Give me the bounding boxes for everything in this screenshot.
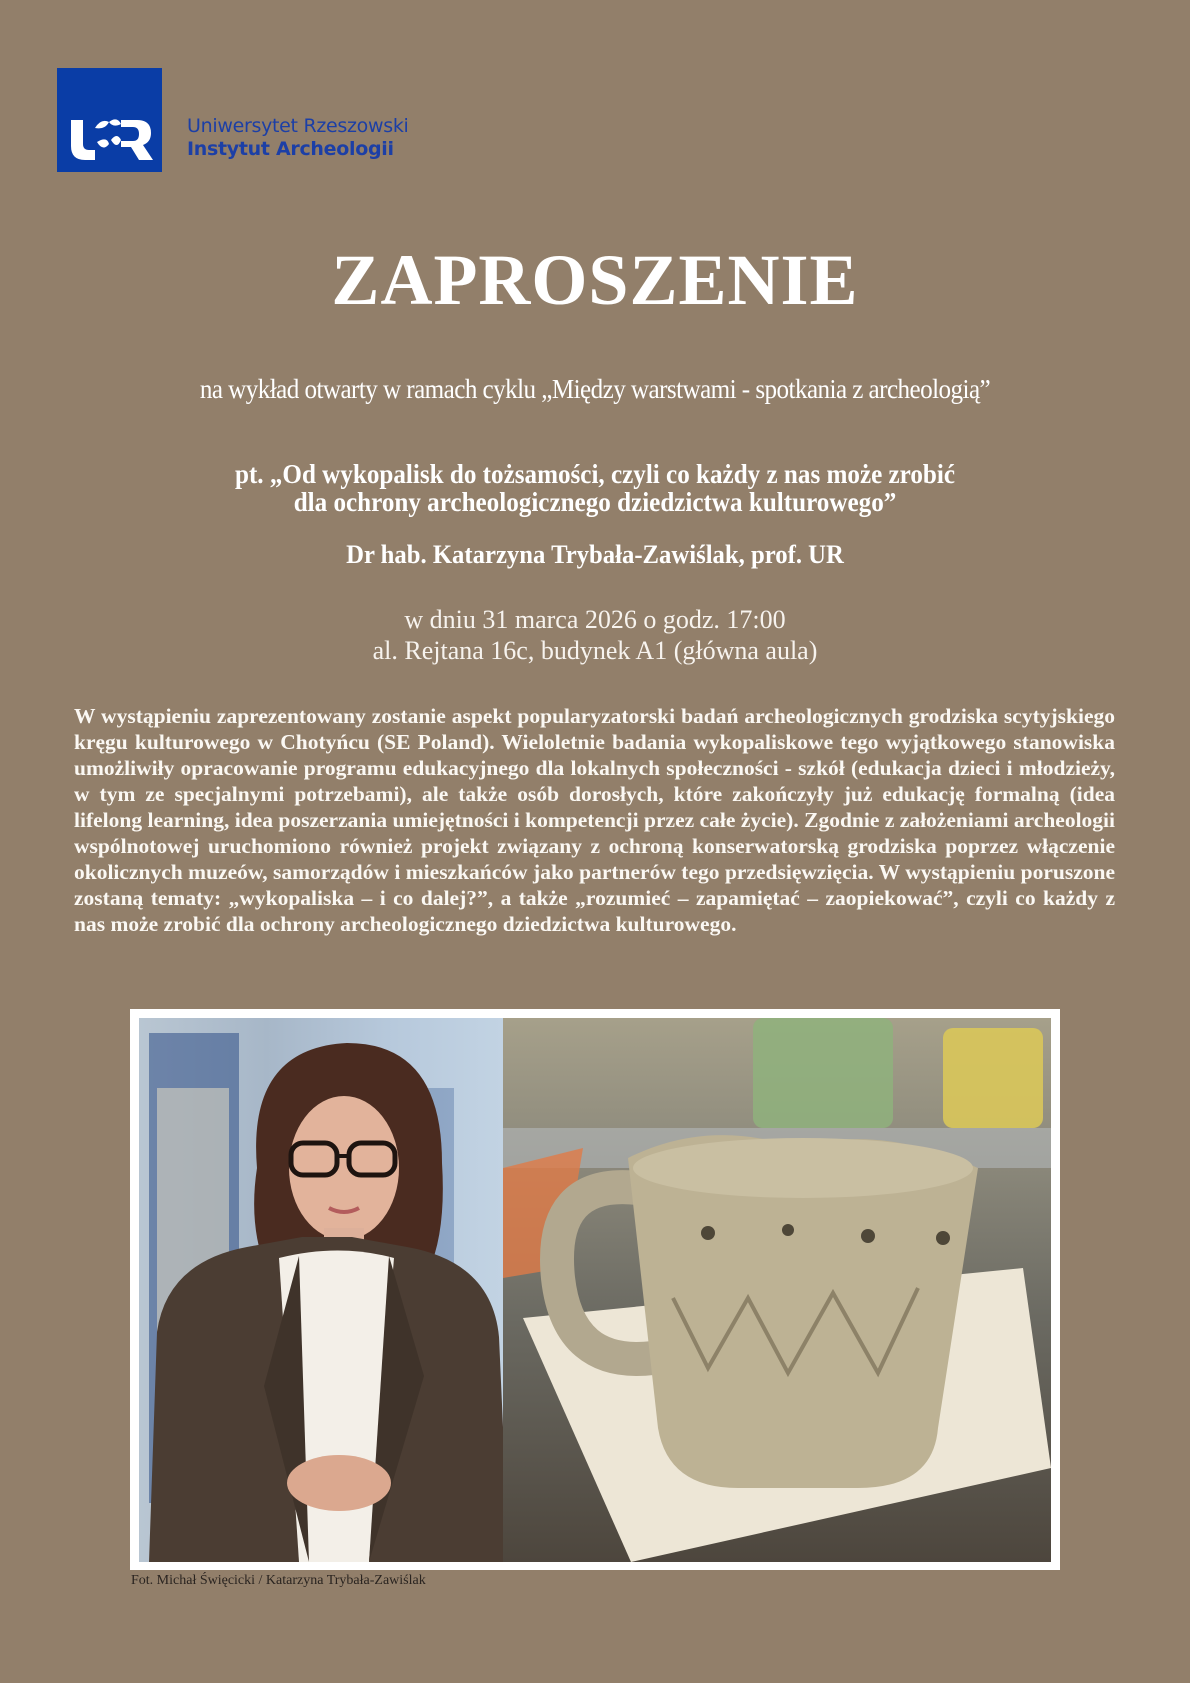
- lecture-title-line-2: dla ochrony archeologicznego dziedzictwa kulturowego”: [293, 487, 897, 517]
- speaker-name: Dr hab. Katarzyna Trybała-Zawiślak, prof. UR: [346, 540, 844, 569]
- portrait-illustration-icon: [139, 1018, 503, 1562]
- clay-cup-illustration-icon: [503, 1018, 1051, 1562]
- photo-frame: [130, 1009, 1060, 1570]
- photo-caption: Fot. Michał Święcicki / Katarzyna Trybała-Zawiślak: [131, 1573, 426, 1588]
- institution-name: [187, 115, 409, 161]
- speaker-portrait-photo: [139, 1018, 503, 1562]
- event-date-time: w dniu 31 marca 2026 o godz. 17:00: [404, 605, 786, 634]
- event-location: al. Rejtana 16c, budynek A1 (główna aula): [372, 636, 818, 665]
- institute-name: Instytut Archeologii: [187, 138, 394, 160]
- clay-cup-photo: [503, 1018, 1051, 1562]
- lecture-series-subtitle: na wykład otwarty w ramach cyklu „Między warstwami - spotkania z archeologią”: [199, 374, 991, 404]
- ur-logo-mark-icon: [57, 68, 162, 172]
- university-name: Uniwersytet Rzeszowski: [187, 115, 409, 137]
- lecture-title-line-1: pt. „Od wykopalisk do tożsamości, czyli co każdy z nas może zrobić: [234, 459, 956, 489]
- page-title: ZAPROSZENIE: [331, 240, 859, 320]
- university-logo: [57, 68, 162, 172]
- event-details: [0, 604, 1190, 666]
- lecture-abstract: W wystąpieniu zaprezentowany zostanie aspekt popularyzatorski badań archeologicznych grodziska scytyjskiego kręgu kulturowego w Chotyńcu (SE Poland). Wieloletnie badania wykopaliskowe tego wyjątkowego stanowiska umożliwiły opracowanie programu edukacyjnego dla lokalnych społeczności - szkół (edukacja dzieci i młodzieży, w tym ze specjalnymi potrzebami), ale także osób dorosłych, które zakończyły już edukację formalną (idea lifelong learning, idea poszerzania umiejętności i kompetencji przez całe życie). Zgodnie z założeniami archeologii wspólnotowej uruchomiono również projekt związany z ochroną konserwatorską grodziska poprzez włączenie okolicznych muzeów, samorządów i mieszkańców jako partnerów tego przedsięwzięcia. W wystąpieniu poruszone zostaną tematy: „wykopaliska – i co dalej?”, a także „rozumieć – zapamiętać – zaopiekować”, czyli co każdy z nas może zrobić dla ochrony archeologicznego dziedzictwa kulturowego.: [74, 704, 1115, 936]
- lecture-title: [42, 460, 1149, 516]
